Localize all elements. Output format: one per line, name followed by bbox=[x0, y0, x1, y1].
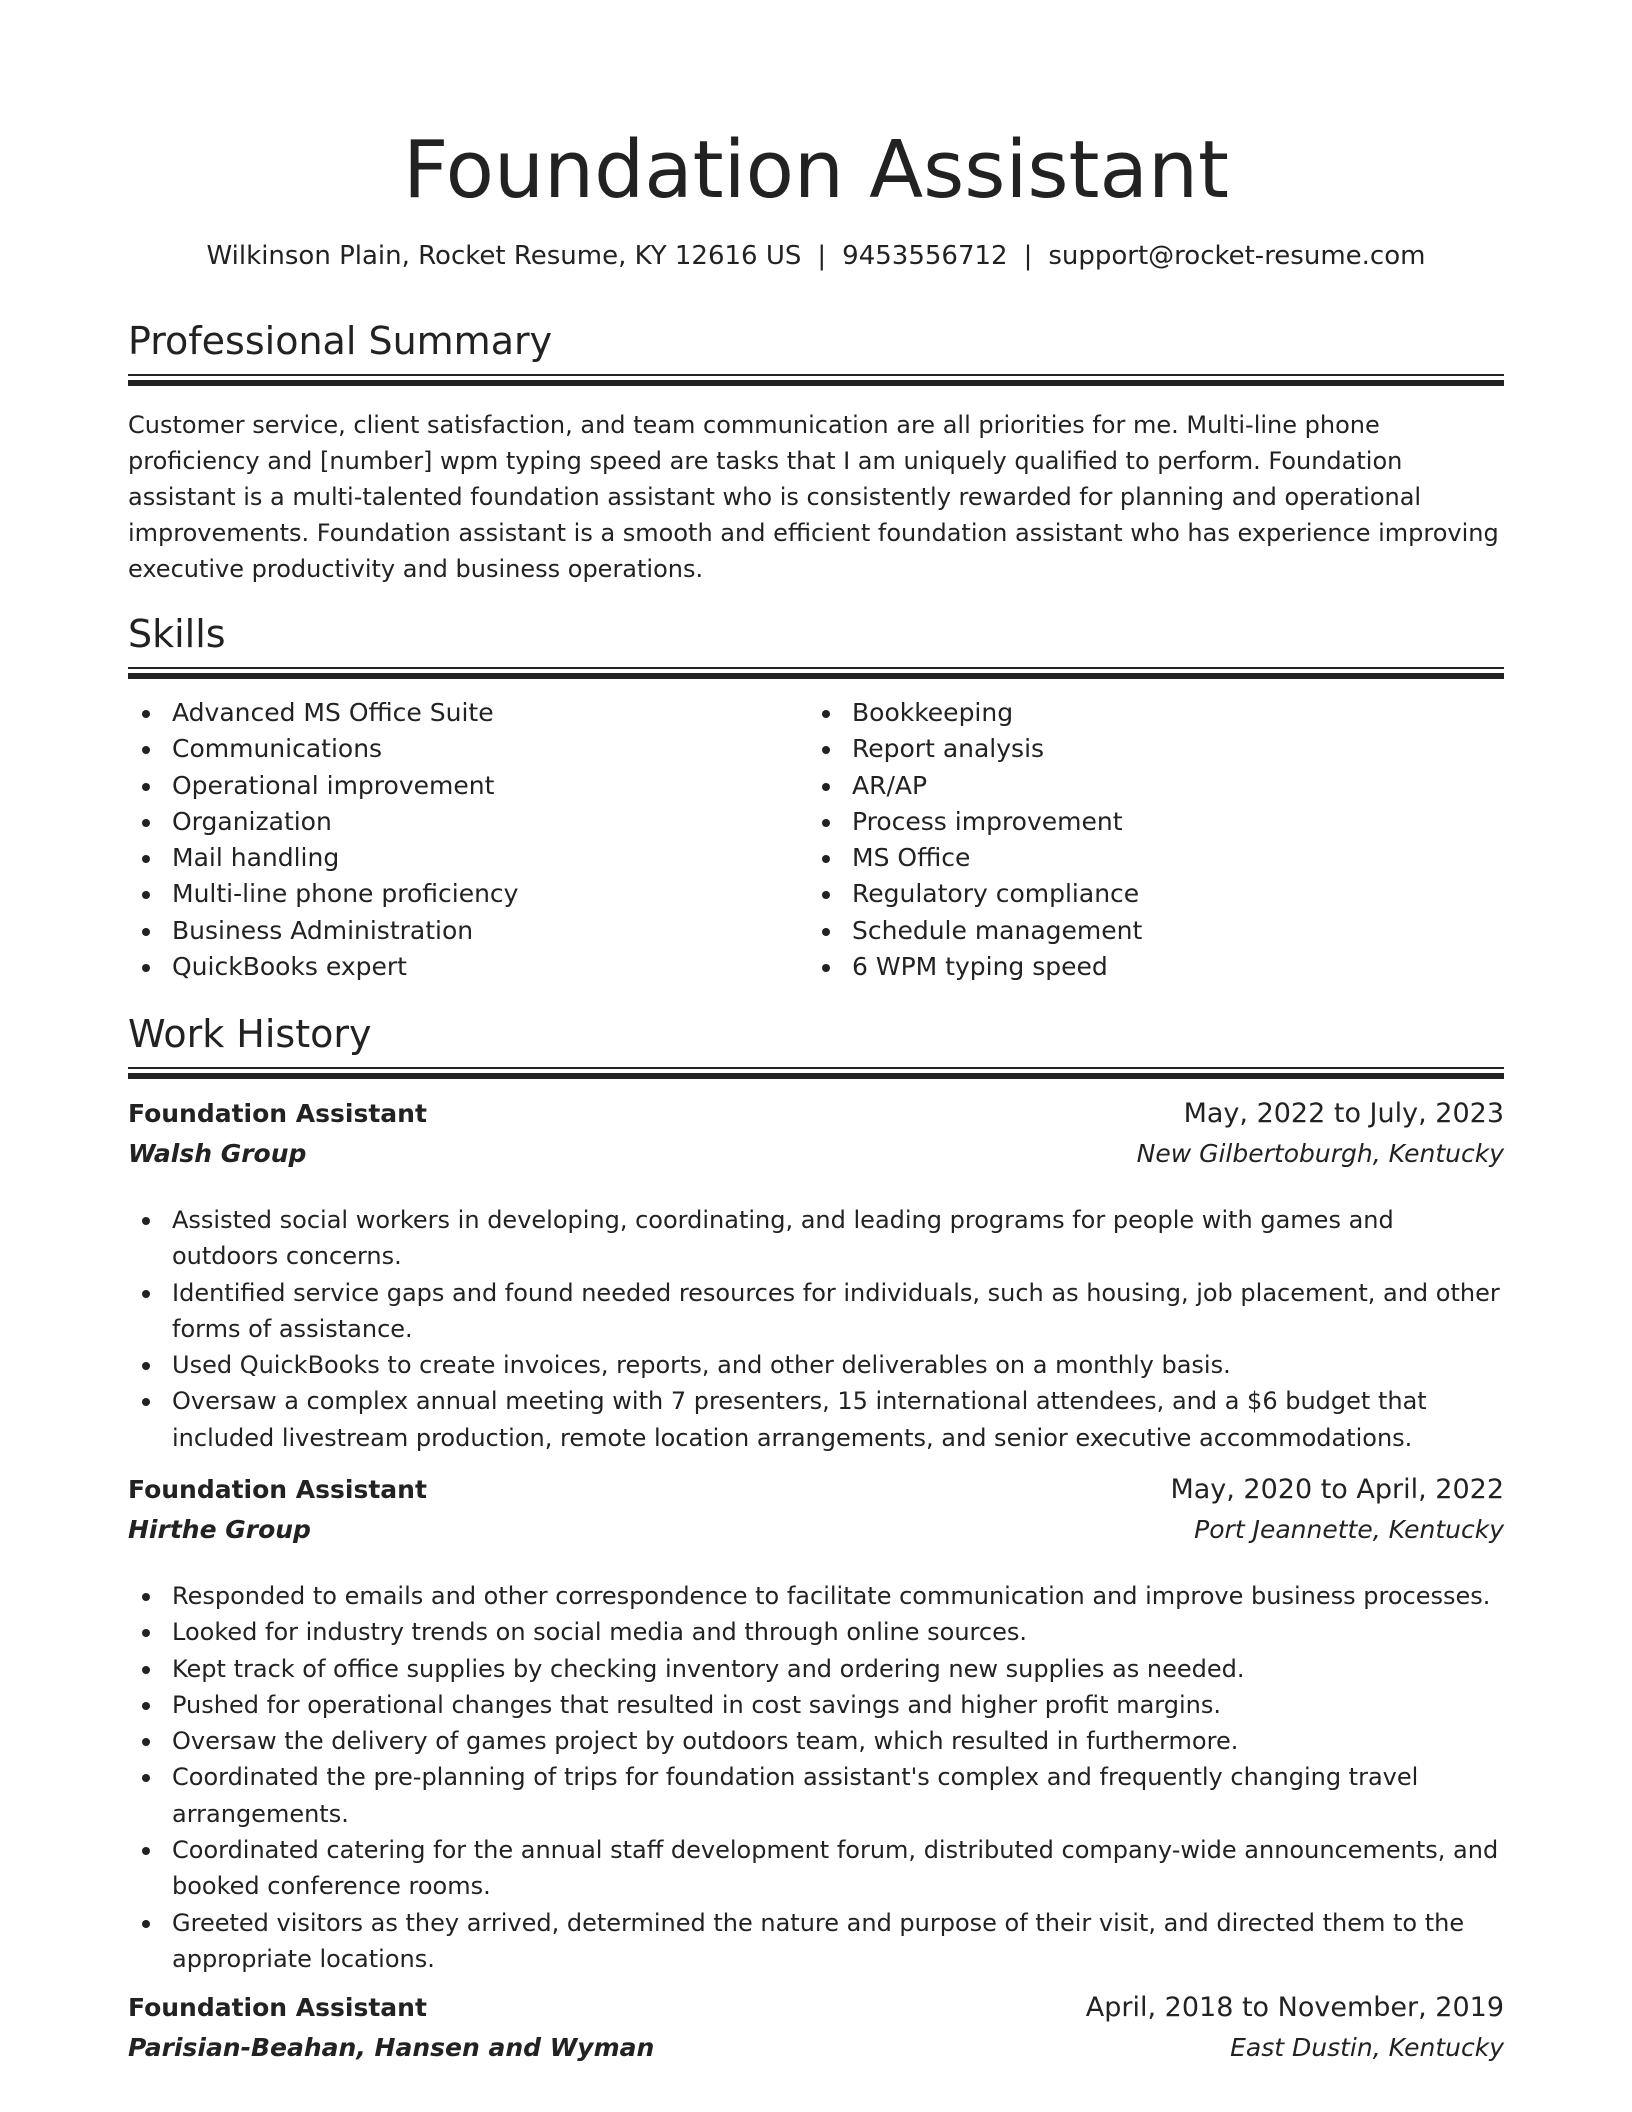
section-divider bbox=[128, 374, 1504, 386]
job-duty-item: Used QuickBooks to create invoices, reports, and other deliverables on a monthly basis. bbox=[128, 1347, 1504, 1383]
job-dates: April, 2018 to November, 2019 bbox=[1085, 1992, 1504, 2023]
contact-email: support@rocket-resume.com bbox=[1048, 241, 1426, 271]
job-title: Foundation Assistant bbox=[128, 1475, 427, 1504]
job-location: Port Jeannette, Kentucky bbox=[1194, 1515, 1504, 1544]
job-header bbox=[128, 1990, 1504, 2070]
skill-item: Multi-line phone proficiency bbox=[128, 876, 788, 912]
section-divider bbox=[128, 1067, 1504, 1079]
job-company: Walsh Group bbox=[128, 1139, 307, 1168]
skill-item: AR/AP bbox=[808, 768, 1504, 804]
skill-item: Bookkeeping bbox=[808, 695, 1504, 731]
job-duty-item: Assisted social workers in developing, coordinating, and leading programs for people with games and outdoors concerns. bbox=[128, 1202, 1504, 1275]
job-duty-item: Coordinated catering for the annual staff development forum, distributed company-wide announcements, and booked conference rooms. bbox=[128, 1832, 1504, 1905]
job-location: New Gilbertoburgh, Kentucky bbox=[1136, 1139, 1504, 1168]
contact-separator: | bbox=[817, 241, 827, 271]
job-title: Foundation Assistant bbox=[128, 1099, 427, 1128]
skill-item: Mail handling bbox=[128, 840, 788, 876]
job-company: Parisian-Beahan, Hansen and Wyman bbox=[128, 2033, 655, 2062]
job-duties-list bbox=[128, 1202, 1504, 1456]
summary-text: Customer service, client satisfaction, and team communication are all priorities for me. Multi-line phone proficiency and [number] wpm typing speed are tasks that I am uniquely qualified to perform. Foundation assistant is a multi-talented foundation assistant who is consistently rewarded for planning and operational improvements. Foundation assistant is a smooth and efficient foundation assistant who has experience improving executive productivity and business operations. bbox=[128, 411, 1499, 583]
job-duty-item: Coordinated the pre-planning of trips for foundation assistant's complex and frequently changing travel arrangements. bbox=[128, 1759, 1504, 1832]
section-divider bbox=[128, 667, 1504, 679]
contact-separator: | bbox=[1023, 241, 1033, 271]
section-title-summary: Professional Summary bbox=[128, 319, 553, 363]
section-title-work-history: Work History bbox=[128, 1012, 372, 1056]
job-header bbox=[128, 1096, 1504, 1176]
job-duty-item: Oversaw a complex annual meeting with 7 presenters, 15 international attendees, and a $6 budget that included livestream production, remote location arrangements, and senior executive accommodations. bbox=[128, 1383, 1504, 1456]
job-duties-list bbox=[128, 1578, 1504, 1977]
job-duty-item: Responded to emails and other correspondence to facilitate communication and improve business processes. bbox=[128, 1578, 1504, 1614]
skill-item: Advanced MS Office Suite bbox=[128, 695, 788, 731]
job-duty-item: Identified service gaps and found needed resources for individuals, such as housing, job placement, and other forms of assistance. bbox=[128, 1275, 1504, 1348]
skill-item: Regulatory compliance bbox=[808, 876, 1504, 912]
job-duty-item: Pushed for operational changes that resulted in cost savings and higher profit margins. bbox=[128, 1687, 1504, 1723]
skill-item: Process improvement bbox=[808, 804, 1504, 840]
contact-address: Wilkinson Plain, Rocket Resume, KY 12616 US bbox=[206, 241, 802, 271]
skill-item: Operational improvement bbox=[128, 768, 788, 804]
job-duty-item: Kept track of office supplies by checking inventory and ordering new supplies as needed. bbox=[128, 1651, 1504, 1687]
job-location: East Dustin, Kentucky bbox=[1230, 2033, 1504, 2062]
job-duty-item: Looked for industry trends on social media and through online sources. bbox=[128, 1614, 1504, 1650]
job-dates: May, 2022 to July, 2023 bbox=[1183, 1098, 1504, 1129]
skill-item: Organization bbox=[128, 804, 788, 840]
skill-item: Communications bbox=[128, 731, 788, 767]
candidate-name: Foundation Assistant bbox=[403, 124, 1229, 216]
skill-item: Business Administration bbox=[128, 913, 788, 949]
skills-list-right bbox=[808, 695, 1504, 985]
job-title: Foundation Assistant bbox=[128, 1993, 427, 2022]
contact-line bbox=[128, 238, 1504, 274]
section-title-skills: Skills bbox=[128, 612, 226, 656]
skills-list-left bbox=[128, 695, 788, 985]
contact-phone: 9453556712 bbox=[842, 241, 1008, 271]
skill-item: MS Office bbox=[808, 840, 1504, 876]
job-company: Hirthe Group bbox=[128, 1515, 311, 1544]
job-duty-item: Oversaw the delivery of games project by outdoors team, which resulted in furthermore. bbox=[128, 1723, 1504, 1759]
skill-item: Schedule management bbox=[808, 913, 1504, 949]
skill-item: 6 WPM typing speed bbox=[808, 949, 1504, 985]
job-dates: May, 2020 to April, 2022 bbox=[1170, 1474, 1504, 1505]
job-header bbox=[128, 1472, 1504, 1552]
skill-item: QuickBooks expert bbox=[128, 949, 788, 985]
skill-item: Report analysis bbox=[808, 731, 1504, 767]
job-duty-item: Greeted visitors as they arrived, determined the nature and purpose of their visit, and directed them to the appropriate locations. bbox=[128, 1905, 1504, 1978]
